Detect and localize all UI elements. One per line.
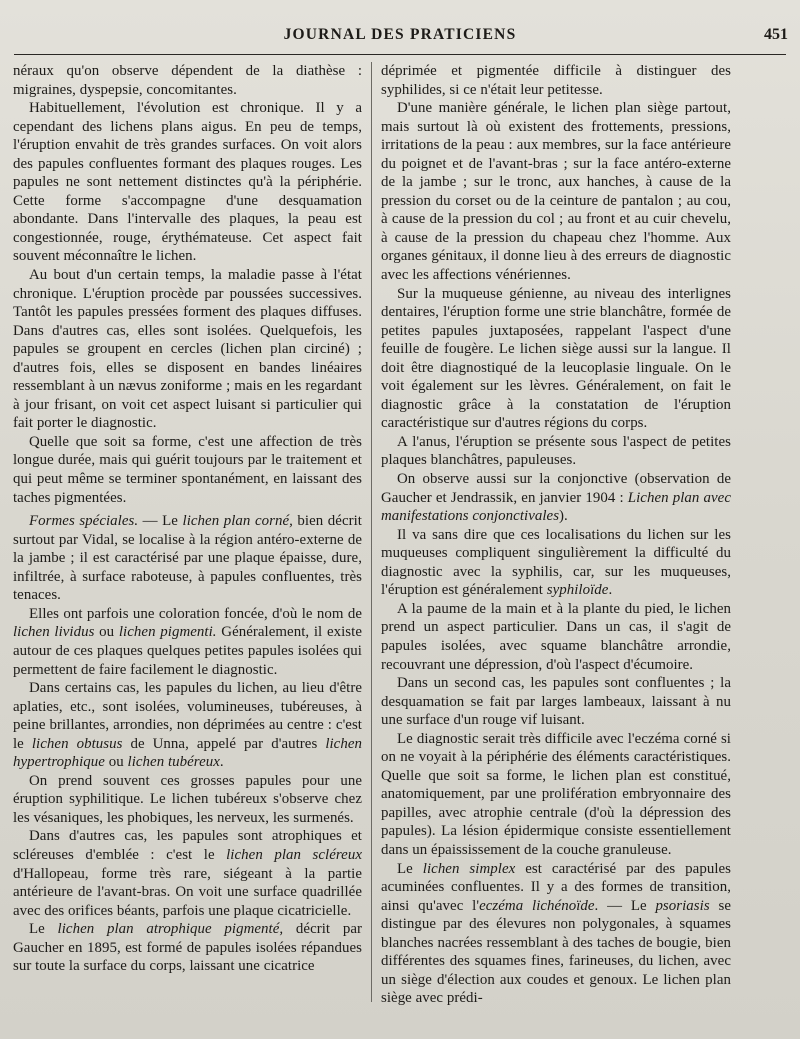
citation-italic: Lichen plan avec manifestations conjonctivales: [381, 489, 731, 525]
page-number: 451: [764, 26, 788, 43]
header-rule: [14, 54, 786, 55]
text-run: néraux qu'on observe dépendent de la diathèse : migraines, dyspepsie, concomitantes.: [13, 63, 362, 98]
paragraph-evolution: [13, 99, 362, 266]
term-italic: lichen simplex: [422, 860, 516, 877]
page-header: [12, 26, 788, 52]
text-run: Généralement, il existe autour de ces plaques quelques petites papules isolées qui permettent de faire facilement le diagnostic.: [13, 624, 362, 678]
paragraph-muqueuse: [381, 285, 731, 433]
term-italic: lichen plan scléreux: [226, 846, 362, 863]
text-run: Il va sans dire que ces localisations du lichen sur les muqueuses compliquent singulièrement la difficulté du diagnostic avec la syphilis, car, sur les muqueuses, l'éruption est généralement: [381, 526, 731, 599]
paragraph-localisation: [381, 99, 731, 284]
term-italic: eczéma lichénoïde: [479, 897, 595, 914]
paragraph-anus: [381, 433, 731, 470]
paragraph-conjonctive: [381, 470, 731, 526]
running-title: JOURNAL DES PRATICIENS: [283, 26, 517, 43]
text-run: de Unna, appelé par d'autres: [122, 735, 326, 752]
right-column: [381, 62, 731, 1034]
paragraph-continuation: [381, 62, 731, 99]
term-italic: lichen hypertrophique: [13, 735, 362, 771]
text-run: Elles ont parfois une coloration foncée, d'où le nom de: [29, 605, 362, 622]
text-run: A la paume de la main et à la plante du pied, le lichen prend un aspect particulier. Dans un cas, il s'agit de papules isolées, avec squame blanchâtre arrondie, recouvrant une dépression, d'où l'aspect d'écumoire.: [381, 600, 731, 673]
term-italic: psoriasis: [655, 897, 710, 914]
text-run: . — Le: [594, 897, 656, 914]
term-italic: lichen pigmenti.: [118, 624, 217, 641]
section-heading-italic: Formes spéciales.: [29, 513, 139, 530]
text-run: .: [219, 754, 224, 771]
paragraph-special-forms: [13, 512, 362, 605]
term-italic: lichen obtusus: [31, 735, 123, 752]
text-run: Dans un second cas, les papules sont confluentes ; la desquamation se fait par larges lambeaux, laissant à nu une surface d'un rouge vif luisant.: [381, 675, 731, 729]
text-run: ).: [559, 508, 568, 525]
paragraph-duration: [13, 433, 362, 507]
text-run: Le diagnostic serait très difficile avec l'eczéma corné si on ne voyait à la périphérie des éléments caractéristiques. Quelle que soit sa forme, le lichen plan est constitué, anatomiquement, par une prolifération embryonnaire des papilles, avec atrophie centrale (d'où la dépression des papules). La lésion épidermique consiste essentiellement dans un épaississement de la couche granuleuse.: [381, 730, 731, 858]
text-run: décrit par Gaucher en 1895, est formé de papules isolées répandues sur toute la surface du corps, laissant une cicatrice: [13, 921, 362, 975]
text-run: Dans d'autres cas, les papules sont atrophiques et scléreuses d'emblée : c'est le: [13, 828, 362, 863]
text-run: A l'anus, l'éruption se présente sous l'aspect de petites plaques blanchâtres, papuleuses.: [381, 433, 731, 469]
term-italic: lichen lividus: [13, 624, 95, 641]
paragraph-diagnostic: [381, 730, 731, 860]
paragraph-simplex: [381, 860, 731, 1008]
text-run: d'Hallopeau, forme très rare, siégeant à la partie antérieure de l'avant-bras. On voit une surface quadrillée avec des orifices béants, parfois une plaque cicatricielle.: [13, 865, 362, 919]
paragraph-paume: [381, 600, 731, 674]
text-run: ou: [94, 624, 119, 641]
paragraph-syphilitic: [13, 772, 362, 828]
paragraph-atrophique: [13, 920, 362, 976]
text-run: Habituellement, l'évolution est chronique. Il y a cependant des lichens plans aigus. En peu de temps, l'éruption envahit de très grandes surfaces. On voit alors des papules confluentes formant des plaques rouges. Les papules ne sont nettement distinctes qu'à la périphérie. Cette forme s'accompagne d'une desquamation abondante. Dans l'intervalle des plaques, la peau est congestionnée, rouge, érythémateuse. Cet aspect fait souvent méconnaître le lichen.: [13, 100, 362, 265]
paragraph-chronic-stage: [13, 266, 362, 433]
text-run: Le: [29, 921, 58, 938]
paragraph-syphiloide: [381, 526, 731, 600]
text-run: déprimée et pigmentée difficile à distinguer des syphilides, si ce n'était leur petitesse.: [381, 63, 731, 98]
text-run: Dans certains cas, les papules du lichen, au lieu d'être aplaties, etc., sont isolées, volumineuses, tubéreuses, à peine brillantes, arrondies, non déprimées au centre : c'est le: [13, 680, 362, 752]
term-italic: syphiloïde: [546, 582, 609, 599]
text-run: Sur la muqueuse génienne, au niveau des interlignes dentaires, l'éruption forme une strie blanchâtre, formée de petites papules juxtaposées, rappelant l'aspect d'une feuille de fougère. Le lichen siège aussi sur la langue. Il doit être diagnostiqué de la leucoplasie linguale. On le voit également sur les lèvres. Généralement, on fait le diagnostic grâce à la constatation de l'éruption caractéristique sur d'autres régions du corps.: [381, 285, 731, 432]
text-run: Quelle que soit sa forme, c'est une affection de très longue durée, mais qui guérit toujours par le traitement et qui peut même se terminer spontanément, en laissant des taches pigmentées.: [13, 433, 362, 506]
paragraph-obtusus: [13, 679, 362, 772]
text-run: On prend souvent ces grosses papules pour une éruption syphilitique. Le lichen tubéreux s'observe chez les vésaniques, les phobiques, les nerveux, les surmenés.: [13, 772, 362, 826]
text-run: se distingue par des élevures non polygonales, à squames blanches nacrées ressemblant à des taches de bougie, bien différentes des squames fines, farineuses, du lichen, avec un siège d'élection aux coudes et genoux. Le lichen plan siège avec prédi-: [381, 897, 731, 1007]
text-run: Le: [397, 860, 423, 877]
text-run: Au bout d'un certain temps, la maladie passe à l'état chronique. L'éruption procède par poussées successives. Tantôt les papules pressées forment des plaques diffuses. Dans d'autres cas, elles sont isolées. Quelquefois, les papules se groupent en cercles (lichen plan circiné) ; d'autres fois, elles se disposent en bandes linéaires ressemblant à un nævus zoniforme ; mais en les regardant à jour frisant, on voit cet aspect luisant si particulier qui fait porter le diagnostic.: [13, 267, 362, 432]
paragraph-continuation: [13, 62, 362, 99]
term-italic: lichen plan corné,: [182, 513, 293, 530]
text-run: ou: [104, 754, 128, 771]
term-italic: lichen plan atrophique pigmenté,: [57, 921, 284, 938]
paragraph-second-cas: [381, 674, 731, 730]
text-run: — Le: [138, 513, 183, 530]
text-run: .: [608, 582, 613, 599]
text-run: D'une manière générale, le lichen plan siège partout, mais surtout là où existent des frottements, pressions, irritations de la peau : aux membres, sur la face antérieure du poignet et de l'avant-bras ; sur la face antéro-externe de la jambe ; sur le tronc, aux hanches, à cause de la pression du corset ou de la ceinture de pantalon ; au cou, à cause de la pression du col ; au front et au cuir chevelu, à cause de la pression du chapeau chez l'homme. Aux organes génitaux, il donne lieu à des erreurs de diagnostic avec les affections vénériennes.: [381, 100, 731, 284]
column-divider: [371, 62, 372, 1002]
paragraph-lividus: [13, 605, 362, 679]
text-run: bien décrit surtout par Vidal, se localise à la région antéro-externe de la jambe ; il est caractérisé par une plaque épaisse, dure, infiltrée, à surface raboteuse, à papules confluentes, très tenaces.: [13, 513, 362, 604]
term-italic: lichen tubéreux: [127, 754, 220, 771]
left-column: [13, 62, 362, 1034]
paragraph-sclereux: [13, 827, 362, 920]
text-run: est caractérisé par des papules acuminées confluentes. Il y a des formes de transition, ainsi qu'avec l': [381, 860, 731, 914]
text-run: On observe aussi sur la conjonctive (observation de Gaucher et Jendrassik, en janvier 1904 :: [381, 471, 731, 506]
